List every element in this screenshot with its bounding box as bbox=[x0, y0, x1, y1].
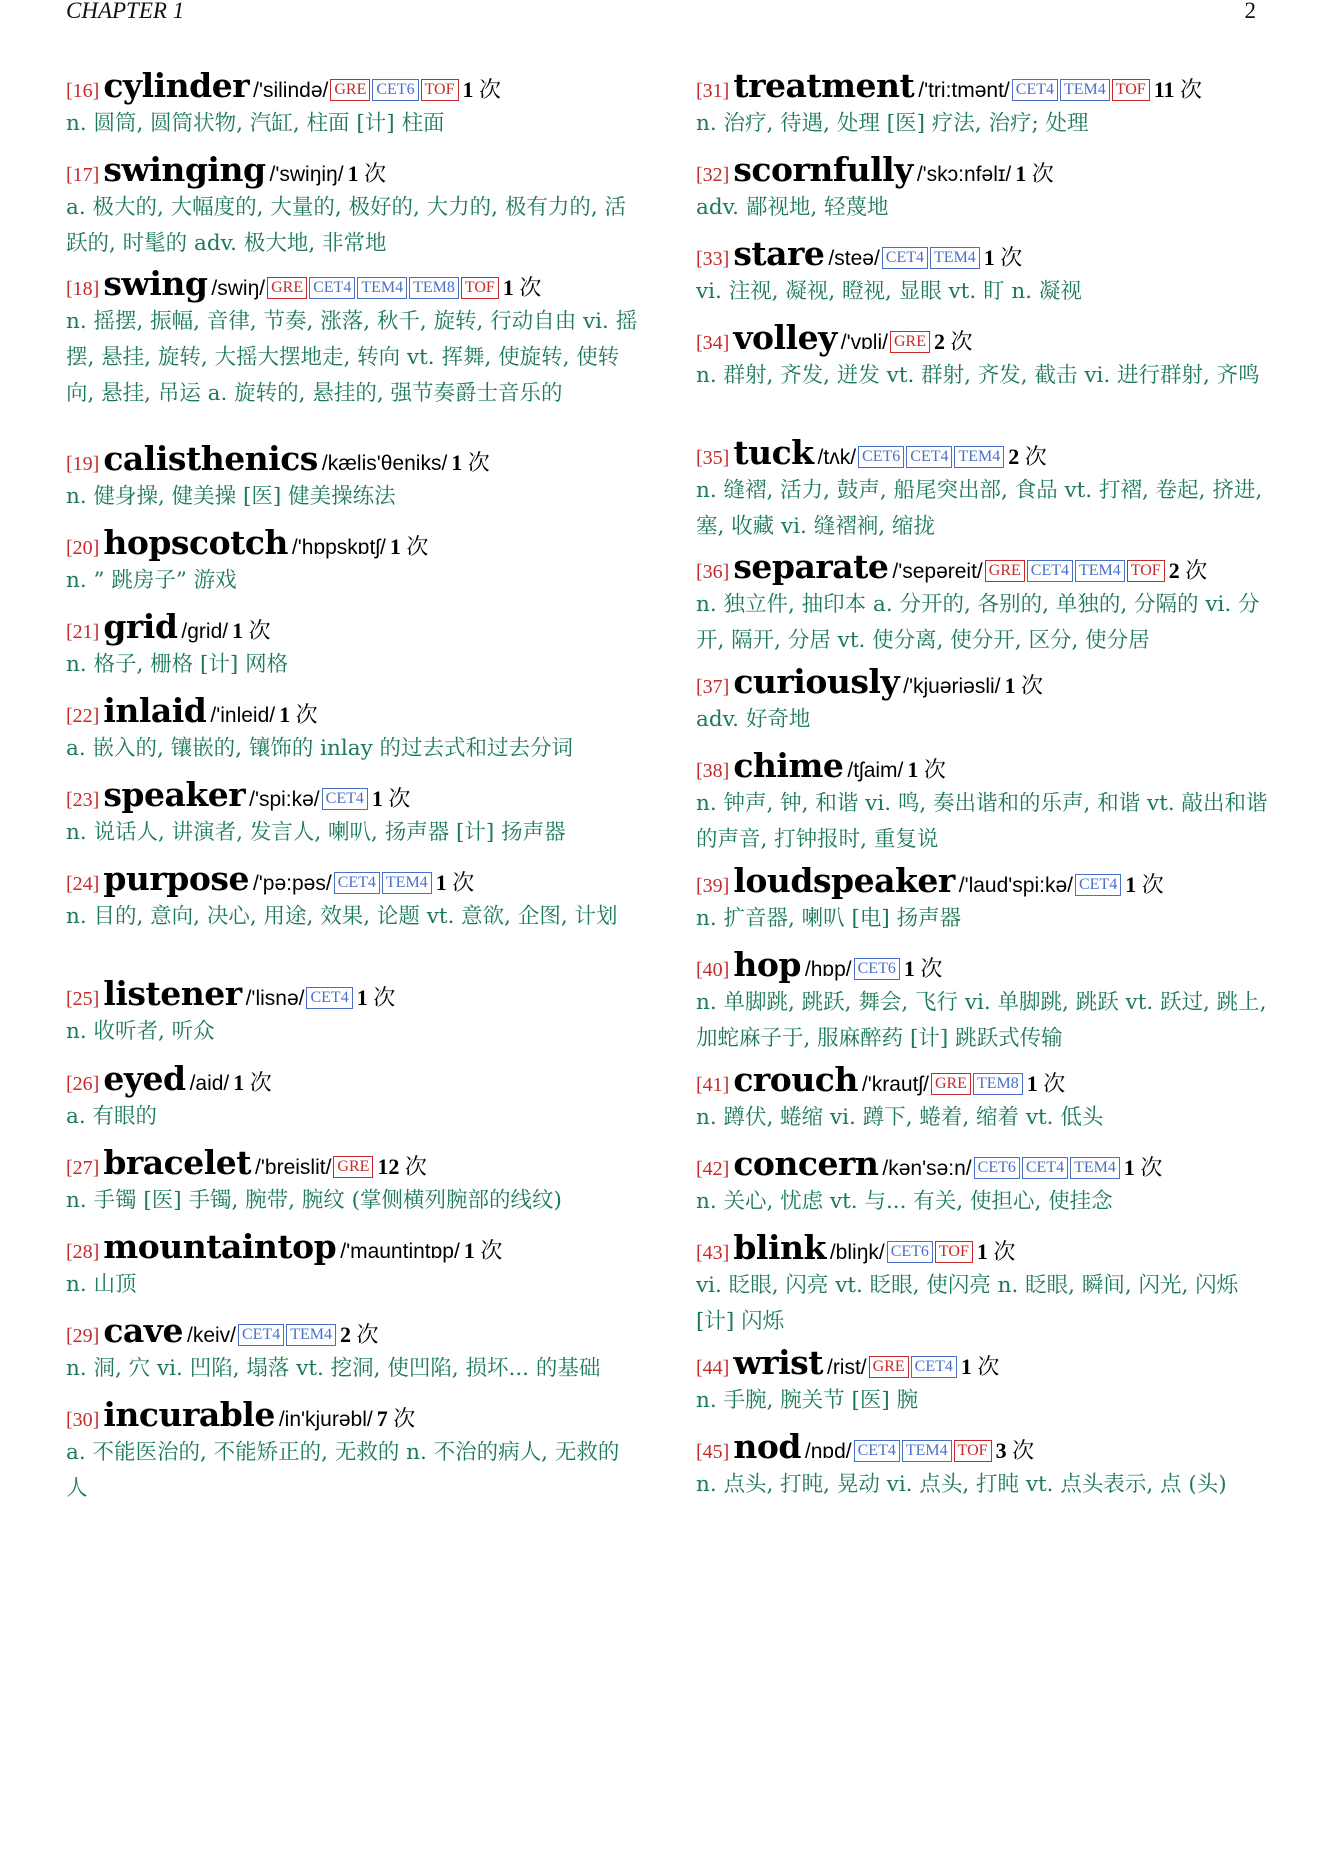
occurrence-count: 1 次 bbox=[232, 618, 271, 643]
entry-number: [33] bbox=[696, 248, 730, 270]
dictionary-entry bbox=[66, 974, 638, 1050]
occurrence-count: 1 次 bbox=[356, 985, 396, 1010]
occurrence-count: 1 次 bbox=[463, 1238, 503, 1263]
entry-definition: adv. 好奇地 bbox=[696, 707, 811, 732]
occurrence-count: 1 次 bbox=[1125, 872, 1164, 897]
entry-headline bbox=[696, 433, 1268, 473]
entry-phonetic: /'skɔ:nfəlɪ/ bbox=[916, 163, 1012, 186]
exam-tag: TEM4 bbox=[954, 446, 1004, 468]
entry-definition: n. 格子, 栅格 [计] 网格 bbox=[66, 652, 289, 677]
entry-word: grid bbox=[103, 607, 178, 646]
exam-tag: GRE bbox=[985, 560, 1025, 582]
entry-number: [36] bbox=[696, 561, 730, 583]
entry-definition: n. 蹲伏, 蜷缩 vi. 蹲下, 蜷着, 缩着 vt. 低头 bbox=[696, 1105, 1104, 1130]
entry-definition: n. 洞, 穴 vi. 凹陷, 塌落 vt. 挖洞, 使凹陷, 损坏... 的基础 bbox=[66, 1356, 601, 1381]
dictionary-entry bbox=[66, 264, 638, 412]
exam-tag: CET4 bbox=[1012, 79, 1058, 101]
entry-headline bbox=[696, 746, 1268, 786]
entry-word: hop bbox=[733, 945, 801, 984]
entry-definition: n. 单脚跳, 跳跃, 舞会, 飞行 vi. 单脚跳, 跳跃 vt. 跃过, 跳上, 加蛇麻子于, 服麻醉药 [计] 跳跃式传输 bbox=[696, 990, 1267, 1051]
entry-phonetic: /aid/ bbox=[189, 1072, 230, 1095]
entry-definition: n. 缝褶, 活力, 鼓声, 船尾突出部, 食品 vt. 打褶, 卷起, 挤进, 塞, 收藏 vi. 缝褶裥, 缩拢 bbox=[696, 478, 1263, 539]
dictionary-entry bbox=[66, 1311, 638, 1387]
entry-number: [27] bbox=[66, 1157, 100, 1179]
entry-definition: n. 摇摆, 振幅, 音律, 节奏, 涨落, 秋千, 旋转, 行动自由 vi. 摇摆, 悬挂, 旋转, 大摇大摆地走, 转向 vt. 挥舞, 使旋转, 使转向, 悬挂, 吊运 a. 旋转的, 悬挂的, 强节奏爵士音乐的 bbox=[66, 309, 638, 406]
entry-phonetic: /'silində/ bbox=[253, 79, 329, 102]
exam-tag: GRE bbox=[869, 1356, 909, 1378]
dictionary-entry bbox=[696, 1343, 1268, 1419]
dictionary-entry bbox=[696, 433, 1268, 545]
entry-definition: n. 点头, 打盹, 晃动 vi. 点头, 打盹 vt. 点头表示, 点 (头) bbox=[696, 1472, 1227, 1497]
entry-word: purpose bbox=[103, 859, 249, 898]
entry-headline bbox=[66, 1311, 638, 1351]
occurrence-count: 2 次 bbox=[340, 1322, 379, 1347]
dictionary-entry bbox=[696, 1144, 1268, 1220]
dictionary-entry bbox=[66, 1143, 638, 1219]
occurrence-count: 1 次 bbox=[903, 956, 943, 981]
entry-headline bbox=[696, 234, 1268, 274]
entry-headline bbox=[66, 150, 638, 190]
exam-tag: CET4 bbox=[854, 1440, 900, 1462]
entry-headline bbox=[696, 547, 1268, 587]
exam-tag: GRE bbox=[330, 79, 370, 101]
dictionary-entry bbox=[66, 150, 638, 262]
occurrence-count: 7 次 bbox=[376, 1406, 416, 1431]
exam-tag: CET4 bbox=[322, 788, 368, 810]
entry-word: incurable bbox=[103, 1395, 275, 1434]
exam-tag: CET6 bbox=[887, 1241, 933, 1263]
occurrence-count: 1 次 bbox=[347, 161, 387, 186]
exam-tag: CET6 bbox=[372, 79, 418, 101]
occurrence-count: 1 次 bbox=[1123, 1155, 1163, 1180]
entry-number: [17] bbox=[66, 164, 100, 186]
entry-definition: n. 扩音器, 喇叭 [电] 扬声器 bbox=[696, 906, 962, 931]
entry-phonetic: /'swiŋiŋ/ bbox=[269, 163, 344, 186]
entry-number: [28] bbox=[66, 1241, 100, 1263]
entry-number: [35] bbox=[696, 447, 730, 469]
entry-phonetic: /steə/ bbox=[828, 247, 880, 270]
entry-definition: a. 有眼的 bbox=[66, 1104, 157, 1129]
exam-tag: TEM4 bbox=[382, 872, 432, 894]
dictionary-entry bbox=[696, 1427, 1268, 1503]
exam-tag: GRE bbox=[890, 331, 930, 353]
entry-word: tuck bbox=[733, 433, 814, 472]
exam-tag: TEM8 bbox=[973, 1073, 1023, 1095]
dictionary-entry bbox=[696, 662, 1268, 738]
entry-headline bbox=[66, 1059, 638, 1099]
entry-headline bbox=[696, 662, 1268, 702]
entry-definition: n. 钟声, 钟, 和谐 vi. 鸣, 奏出谐和的乐声, 和谐 vt. 敲出和谐的声音, 打钟报时, 重复说 bbox=[696, 791, 1268, 852]
entry-number: [21] bbox=[66, 621, 100, 643]
entry-phonetic: /'tri:tmənt/ bbox=[918, 79, 1010, 102]
dictionary-entry bbox=[66, 859, 638, 935]
entry-word: separate bbox=[733, 547, 889, 586]
exam-tag: TOF bbox=[954, 1440, 992, 1462]
exam-tag: GRE bbox=[333, 1156, 373, 1178]
entry-phonetic: /kən'sə:n/ bbox=[882, 1157, 972, 1180]
exam-tag: GRE bbox=[267, 277, 307, 299]
occurrence-count: 1 次 bbox=[1004, 673, 1044, 698]
entry-word: wrist bbox=[733, 1343, 823, 1382]
dictionary-entry bbox=[66, 66, 638, 142]
entry-headline bbox=[66, 859, 638, 899]
entry-phonetic: /rist/ bbox=[826, 1356, 867, 1379]
exam-tag: CET4 bbox=[1075, 874, 1121, 896]
entry-definition: n. 山顶 bbox=[66, 1272, 137, 1297]
occurrence-count: 1 次 bbox=[907, 757, 946, 782]
entry-headline bbox=[66, 775, 638, 815]
entry-headline bbox=[696, 1343, 1268, 1383]
entry-phonetic: /'spi:kə/ bbox=[249, 788, 320, 811]
occurrence-count: 1 次 bbox=[502, 275, 542, 300]
dictionary-entry bbox=[696, 150, 1268, 226]
exam-tag: CET6 bbox=[974, 1157, 1020, 1179]
entry-phonetic: /'krautʃ/ bbox=[861, 1073, 929, 1096]
occurrence-count: 1 次 bbox=[389, 534, 429, 559]
entry-headline bbox=[696, 1144, 1268, 1184]
entry-word: scornfully bbox=[733, 150, 913, 189]
entry-headline bbox=[66, 691, 638, 731]
exam-tag: TOF bbox=[461, 277, 499, 299]
entry-number: [43] bbox=[696, 1242, 730, 1264]
exam-tag: CET4 bbox=[1022, 1157, 1068, 1179]
dictionary-entry bbox=[696, 746, 1268, 858]
occurrence-count: 1 次 bbox=[983, 245, 1023, 270]
entry-word: eyed bbox=[103, 1059, 186, 1098]
entry-definition: adv. 鄙视地, 轻蔑地 bbox=[696, 195, 889, 220]
page-header bbox=[66, 0, 1256, 26]
dictionary-entry bbox=[66, 439, 638, 515]
exam-tag: CET4 bbox=[882, 247, 928, 269]
entry-number: [40] bbox=[696, 959, 730, 981]
occurrence-count: 1 次 bbox=[279, 702, 318, 727]
dictionary-entry bbox=[696, 66, 1268, 142]
entry-phonetic: /'pə:pəs/ bbox=[252, 872, 332, 895]
exam-tag: TOF bbox=[421, 79, 459, 101]
exam-tag: TOF bbox=[1112, 79, 1150, 101]
occurrence-count: 1 次 bbox=[1026, 1071, 1066, 1096]
entry-definition: n. 治疗, 待遇, 处理 [医] 疗法, 治疗; 处理 bbox=[696, 111, 1089, 136]
dictionary-entry bbox=[696, 861, 1268, 937]
entry-number: [41] bbox=[696, 1074, 730, 1096]
entry-headline bbox=[696, 945, 1268, 985]
entry-word: volley bbox=[733, 318, 837, 357]
entry-definition: n. 说话人, 讲演者, 发言人, 喇叭, 扬声器 [计] 扬声器 bbox=[66, 820, 566, 845]
entry-number: [39] bbox=[696, 875, 730, 897]
occurrence-count: 2 次 bbox=[933, 329, 973, 354]
entry-headline bbox=[66, 607, 638, 647]
entry-number: [44] bbox=[696, 1357, 730, 1379]
entry-headline bbox=[696, 861, 1268, 901]
exam-tag: GRE bbox=[931, 1073, 971, 1095]
dictionary-entry bbox=[66, 1395, 638, 1507]
dictionary-entry bbox=[696, 1060, 1268, 1136]
entry-number: [45] bbox=[696, 1441, 730, 1463]
entry-phonetic: /tʃaim/ bbox=[847, 759, 904, 782]
exam-tag: TEM4 bbox=[357, 277, 407, 299]
entry-word: treatment bbox=[733, 66, 915, 105]
occurrence-count: 1 次 bbox=[1015, 161, 1054, 186]
entry-definition: n. 关心, 忧虑 vt. 与... 有关, 使担心, 使挂念 bbox=[696, 1189, 1113, 1214]
chapter-title: CHAPTER 1 bbox=[66, 0, 185, 23]
exam-tag: TEM4 bbox=[1075, 560, 1125, 582]
entry-number: [32] bbox=[696, 164, 730, 186]
entry-number: [42] bbox=[696, 1158, 730, 1180]
entry-definition: n. 独立件, 抽印本 a. 分开的, 各别的, 单独的, 分隔的 vi. 分开, 隔开, 分居 vt. 使分离, 使分开, 区分, 使分居 bbox=[696, 592, 1260, 653]
occurrence-count: 1 次 bbox=[462, 77, 502, 102]
entry-definition: n. 手镯 [医] 手镯, 腕带, 腕纹 (掌侧横列腕部的线纹) bbox=[66, 1188, 562, 1213]
entry-number: [20] bbox=[66, 537, 100, 559]
entry-phonetic: /in'kjurəbl/ bbox=[278, 1408, 373, 1431]
entry-word: inlaid bbox=[103, 691, 207, 730]
exam-tag: TEM8 bbox=[409, 277, 459, 299]
entry-number: [16] bbox=[66, 80, 100, 102]
entry-headline bbox=[696, 150, 1268, 190]
entry-phonetic: /tʌk/ bbox=[817, 446, 857, 469]
entry-phonetic: /'kjuəriəsli/ bbox=[903, 675, 1001, 698]
entry-number: [24] bbox=[66, 873, 100, 895]
entry-headline bbox=[66, 66, 638, 106]
entry-word: stare bbox=[733, 234, 825, 273]
entry-phonetic: /keiv/ bbox=[186, 1324, 236, 1347]
exam-tag: TEM4 bbox=[902, 1440, 952, 1462]
entry-phonetic: /'inleid/ bbox=[210, 704, 276, 727]
entry-word: speaker bbox=[103, 775, 246, 814]
entry-word: crouch bbox=[733, 1060, 858, 1099]
entry-phonetic: /'lisnə/ bbox=[245, 987, 305, 1010]
entry-headline bbox=[66, 439, 638, 479]
dictionary-entry bbox=[696, 1228, 1268, 1340]
entry-phonetic: /kælis'θeniks/ bbox=[321, 452, 448, 475]
occurrence-count: 1 次 bbox=[960, 1354, 1000, 1379]
exam-tag: TOF bbox=[935, 1241, 973, 1263]
exam-tag: TOF bbox=[1127, 560, 1165, 582]
entry-word: cylinder bbox=[103, 66, 250, 105]
entry-word: listener bbox=[103, 974, 242, 1013]
exam-tag: TEM4 bbox=[1070, 1157, 1120, 1179]
entry-number: [38] bbox=[696, 760, 730, 782]
entry-definition: a. 嵌入的, 镶嵌的, 镶饰的 inlay 的过去式和过去分词 bbox=[66, 736, 574, 761]
occurrence-count: 1 次 bbox=[451, 450, 490, 475]
entry-word: blink bbox=[733, 1228, 826, 1267]
occurrence-count: 12 次 bbox=[377, 1154, 427, 1179]
entry-phonetic: /grid/ bbox=[181, 620, 229, 643]
entry-definition: n. 群射, 齐发, 迸发 vt. 群射, 齐发, 截击 vi. 进行群射, 齐鸣 bbox=[696, 363, 1260, 388]
entry-definition: n. 圆筒, 圆筒状物, 汽缸, 柱面 [计] 柱面 bbox=[66, 111, 445, 136]
dictionary-entry bbox=[66, 607, 638, 683]
entry-word: calisthenics bbox=[103, 439, 318, 478]
entry-number: [25] bbox=[66, 988, 100, 1010]
entry-number: [23] bbox=[66, 789, 100, 811]
entry-definition: vi. 注视, 凝视, 瞪视, 显眼 vt. 盯 n. 凝视 bbox=[696, 279, 1082, 304]
entry-word: bracelet bbox=[103, 1143, 252, 1182]
occurrence-count: 1 次 bbox=[371, 786, 411, 811]
entry-headline bbox=[66, 264, 638, 304]
entry-phonetic: /'laud'spi:kə/ bbox=[958, 874, 1073, 897]
exam-tag: TEM4 bbox=[1060, 79, 1110, 101]
entry-word: concern bbox=[733, 1144, 879, 1183]
dictionary-entry bbox=[66, 523, 638, 599]
exam-tag: CET6 bbox=[854, 958, 900, 980]
exam-tag: CET4 bbox=[906, 446, 952, 468]
entry-word: mountaintop bbox=[103, 1227, 337, 1266]
dictionary-entry bbox=[696, 945, 1268, 1057]
entry-phonetic: /swiŋ/ bbox=[211, 277, 266, 300]
entry-headline bbox=[696, 1427, 1268, 1467]
entry-definition: n. ” 跳房子” 游戏 bbox=[66, 568, 237, 593]
entry-word: loudspeaker bbox=[733, 861, 955, 900]
dictionary-entry bbox=[66, 775, 638, 851]
dictionary-entry bbox=[696, 547, 1268, 659]
entry-headline bbox=[66, 1395, 638, 1435]
entry-number: [22] bbox=[66, 705, 100, 727]
dictionary-entry bbox=[66, 691, 638, 767]
entry-word: swing bbox=[103, 264, 208, 303]
entry-word: hopscotch bbox=[103, 523, 288, 562]
entry-number: [18] bbox=[66, 278, 100, 300]
entry-word: nod bbox=[733, 1427, 801, 1466]
entry-number: [37] bbox=[696, 676, 730, 698]
occurrence-count: 1 次 bbox=[976, 1239, 1016, 1264]
entry-phonetic: /nɒd/ bbox=[804, 1440, 852, 1463]
entry-definition: n. 手腕, 腕关节 [医] 腕 bbox=[696, 1388, 919, 1413]
entry-definition: vi. 眨眼, 闪亮 vt. 眨眼, 使闪亮 n. 眨眼, 瞬间, 闪光, 闪烁 [计] 闪烁 bbox=[696, 1273, 1239, 1334]
entry-number: [31] bbox=[696, 80, 730, 102]
entry-headline bbox=[696, 318, 1268, 358]
entry-number: [34] bbox=[696, 332, 730, 354]
exam-tag: CET4 bbox=[334, 872, 380, 894]
occurrence-count: 2 次 bbox=[1008, 444, 1047, 469]
occurrence-count: 11 次 bbox=[1153, 77, 1203, 102]
entry-phonetic: /'mauntintɒp/ bbox=[340, 1240, 460, 1263]
entry-word: chime bbox=[733, 746, 844, 785]
entry-headline bbox=[696, 1060, 1268, 1100]
exam-tag: CET4 bbox=[309, 277, 355, 299]
page-number: 2 bbox=[1244, 0, 1256, 23]
dictionary-entry bbox=[66, 1227, 638, 1303]
entry-phonetic: /'breislit/ bbox=[255, 1156, 332, 1179]
occurrence-count: 3 次 bbox=[995, 1438, 1035, 1463]
dictionary-entry bbox=[66, 1059, 638, 1135]
exam-tag: CET4 bbox=[306, 987, 352, 1009]
dictionary-entry bbox=[696, 234, 1268, 310]
entry-definition: n. 目的, 意向, 决心, 用途, 效果, 论题 vt. 意欲, 企图, 计划 bbox=[66, 904, 618, 929]
entry-headline bbox=[696, 1228, 1268, 1268]
entry-number: [26] bbox=[66, 1073, 100, 1095]
occurrence-count: 1 次 bbox=[233, 1070, 272, 1095]
occurrence-count: 2 次 bbox=[1168, 558, 1208, 583]
entry-definition: a. 极大的, 大幅度的, 大量的, 极好的, 大力的, 极有力的, 活跃的, 时髦的 adv. 极大地, 非常地 bbox=[66, 195, 626, 256]
entry-phonetic: /'vɒli/ bbox=[840, 331, 888, 354]
entry-headline bbox=[66, 974, 638, 1014]
exam-tag: CET6 bbox=[858, 446, 904, 468]
entry-number: [29] bbox=[66, 1325, 100, 1347]
entry-definition: n. 收听者, 听众 bbox=[66, 1019, 215, 1044]
entry-headline bbox=[66, 523, 638, 563]
exam-tag: TEM4 bbox=[930, 247, 980, 269]
entry-definition: n. 健身操, 健美操 [医] 健美操练法 bbox=[66, 484, 396, 509]
entry-word: cave bbox=[103, 1311, 183, 1350]
entry-headline bbox=[66, 1227, 638, 1267]
entry-headline bbox=[696, 66, 1268, 106]
entry-number: [19] bbox=[66, 453, 100, 475]
exam-tag: CET4 bbox=[911, 1356, 957, 1378]
entry-word: curiously bbox=[733, 662, 900, 701]
entry-headline bbox=[66, 1143, 638, 1183]
entry-phonetic: /'sepəreit/ bbox=[892, 560, 983, 583]
entry-word: swinging bbox=[103, 150, 266, 189]
entry-phonetic: /hɒp/ bbox=[804, 958, 852, 981]
exam-tag: CET4 bbox=[1027, 560, 1073, 582]
occurrence-count: 1 次 bbox=[435, 870, 475, 895]
entry-phonetic: /bliŋk/ bbox=[829, 1241, 885, 1264]
exam-tag: TEM4 bbox=[286, 1324, 336, 1346]
entry-number: [30] bbox=[66, 1409, 100, 1431]
entry-definition: a. 不能医治的, 不能矫正的, 无救的 n. 不治的病人, 无救的人 bbox=[66, 1440, 620, 1501]
exam-tag: CET4 bbox=[238, 1324, 284, 1346]
entry-phonetic: /'hɒpskɒtʃ/ bbox=[291, 536, 386, 559]
dictionary-entry bbox=[696, 318, 1268, 394]
